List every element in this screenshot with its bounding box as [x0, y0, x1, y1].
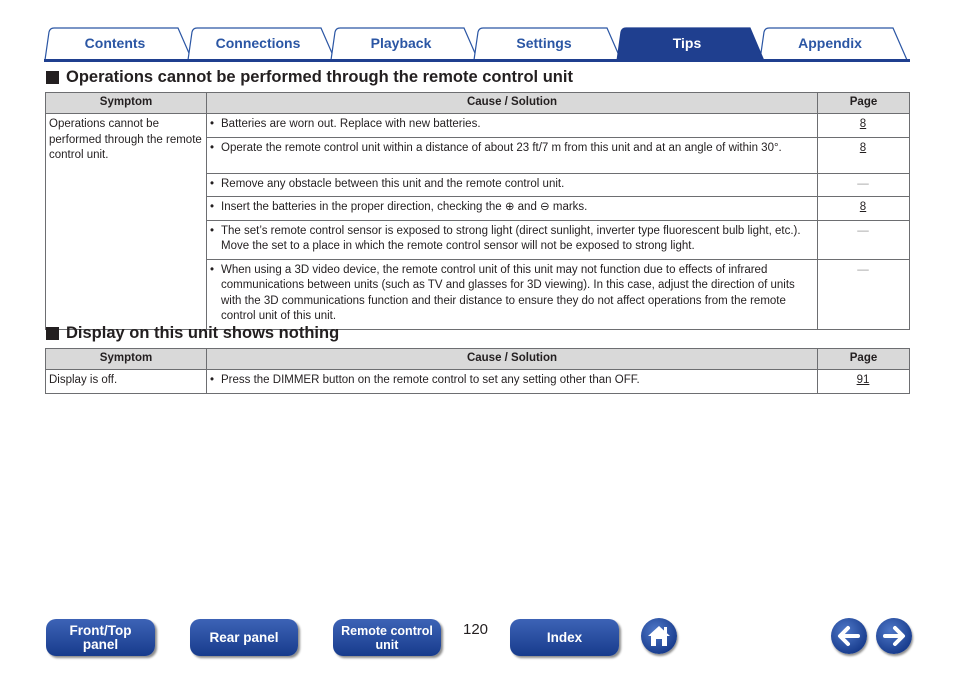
cause-cell: • Operate the remote control unit within a distance of about 23 ft/7 m from this unit and at an angle of within 30°. [207, 137, 818, 173]
cause-cell: • When using a 3D video device, the remote control unit of this unit may not function due to effects of infrared communications between units (such as TV and glasses for 3D viewing). In this case, adjust the direction of units with the 3D communications function and their distance to ensure they do not affect operations from the remote control unit of this unit. [207, 259, 818, 329]
remote-control-unit-button[interactable]: Remote control unit [333, 619, 441, 656]
section-heading-display [46, 324, 339, 343]
arrow-right-icon [876, 618, 912, 654]
tab-settings[interactable]: Settings [516, 35, 572, 51]
header-cause: Cause / Solution [207, 93, 818, 114]
table-row [46, 370, 910, 394]
page-number: 120 [463, 621, 489, 638]
home-icon [641, 618, 677, 654]
header-symptom: Symptom [46, 93, 207, 114]
header-symptom: Symptom [46, 349, 207, 370]
page-link[interactable]: 8 [859, 141, 867, 154]
cause-cell: • Remove any obstacle between this unit and the remote control unit. [207, 173, 818, 197]
home-button[interactable] [641, 618, 677, 654]
display-troubleshooting-table [45, 348, 910, 394]
header-page: Page [818, 349, 910, 370]
page-cell [818, 114, 910, 138]
page-cell [818, 259, 910, 329]
table-header-row [46, 349, 910, 370]
forward-button[interactable] [876, 618, 912, 654]
remote-troubleshooting-table [45, 92, 910, 330]
index-button[interactable]: Index [510, 619, 619, 656]
tab-tips[interactable]: Tips [672, 35, 702, 51]
square-bullet-icon [46, 327, 59, 340]
tab-contents[interactable]: Contents [84, 35, 146, 51]
back-button[interactable] [831, 618, 867, 654]
header-cause: Cause / Solution [207, 349, 818, 370]
symptom-cell: Display is off. [46, 370, 207, 394]
page-cell [818, 220, 910, 259]
cause-cell: • Press the DIMMER button on the remote control to set any setting other than OFF. [207, 370, 818, 394]
cause-cell: • Batteries are worn out. Replace with new batteries. [207, 114, 818, 138]
cause-cell: • The set’s remote control sensor is exposed to strong light (direct sunlight, inverter type fluorescent bulb light, etc.). Move the set to a place in which the remote control sensor will not be exposed to strong light. [207, 220, 818, 259]
page-dash: — [857, 224, 869, 237]
page-cell [818, 173, 910, 197]
table-row [46, 114, 910, 138]
symptom-cell: Operations cannot be performed through the remote control unit. [46, 114, 207, 330]
tab-bar [44, 26, 910, 62]
page-dash: — [857, 263, 869, 276]
page-cell [818, 137, 910, 173]
page-cell [818, 197, 910, 221]
table-header-row [46, 93, 910, 114]
front-top-panel-button[interactable]: Front/Top panel [46, 619, 155, 656]
page-link[interactable]: 91 [856, 374, 870, 386]
tab-playback[interactable]: Playback [370, 35, 432, 51]
page-dash: — [857, 177, 869, 190]
rear-panel-button[interactable]: Rear panel [190, 619, 298, 656]
page-cell [818, 370, 910, 394]
page-link[interactable]: 8 [859, 118, 867, 130]
tab-connections[interactable]: Connections [215, 35, 301, 51]
square-bullet-icon [46, 71, 59, 84]
tab-appendix[interactable]: Appendix [798, 35, 862, 51]
section-title: Display on this unit shows nothing [66, 324, 340, 342]
page-link[interactable]: 8 [859, 201, 867, 213]
section-title: Operations cannot be performed through the remote control unit [66, 68, 573, 86]
arrow-left-icon [831, 618, 867, 654]
section-heading-remote [46, 68, 573, 87]
header-page: Page [818, 93, 910, 114]
cause-cell: • Insert the batteries in the proper direction, checking the ⊕ and ⊖ marks. [207, 197, 818, 221]
